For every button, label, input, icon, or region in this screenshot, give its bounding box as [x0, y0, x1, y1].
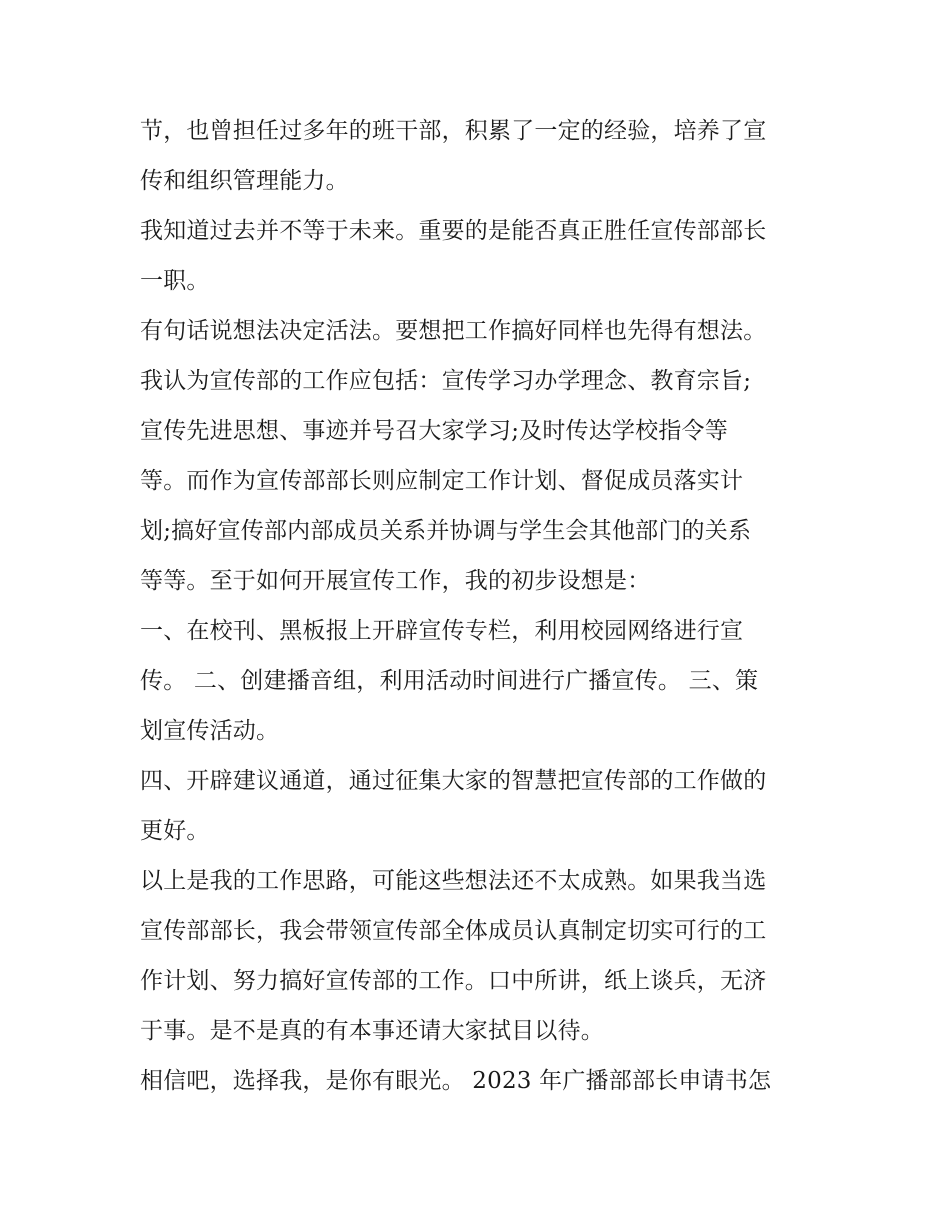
- text-line: 一职。: [140, 268, 210, 294]
- text-line: 宣传先进思想、事迹并号召大家学习;及时传达学校指令等: [140, 418, 728, 444]
- text-line: 划;搞好宣传部内部成员关系并协调与学生会其他部门的关系: [140, 518, 752, 544]
- text-line: 传和组织管理能力。: [140, 168, 349, 194]
- text-line: 相信吧，选择我，是你有眼光。 2023 年广播部部长申请书怎: [140, 1068, 772, 1094]
- text-line: 作计划、努力搞好宣传部的工作。口中所讲，纸上谈兵，无济: [140, 968, 767, 994]
- text-line: 宣传部部长，我会带领宣传部全体成员认真制定切实可行的工: [140, 918, 767, 944]
- text-line: 划宣传活动。: [140, 718, 280, 744]
- text-line: 等等。至于如何开展宣传工作，我的初步设想是：: [140, 568, 651, 594]
- document-body: [140, 106, 820, 1106]
- text-line: 传。 二、创建播音组，利用活动时间进行广播宣传。 三、策: [140, 668, 759, 694]
- text-line: 节，也曾担任过多年的班干部，积累了一定的经验，培养了宣: [140, 118, 767, 144]
- text-line: 一、在校刊、黑板报上开辟宣传专栏，利用校园网络进行宣: [140, 618, 744, 644]
- text-line: 以上是我的工作思路，可能这些想法还不太成熟。如果我当选: [140, 868, 767, 894]
- text-line: 等。而作为宣传部部长则应制定工作计划、督促成员落实计: [140, 468, 744, 494]
- text-line: 更好。: [140, 818, 210, 844]
- text-line: 四、开辟建议通道，通过征集大家的智慧把宣传部的工作做的: [140, 768, 767, 794]
- text-line: 有句话说想法决定活法。要想把工作搞好同样也先得有想法。: [140, 318, 767, 344]
- text-line: 我知道过去并不等于未来。重要的是能否真正胜任宣传部部长: [140, 218, 767, 244]
- text-line: 我认为宣传部的工作应包括：宣传学习办学理念、教育宗旨;: [140, 368, 752, 394]
- text-line: 于事。是不是真的有本事还请大家拭目以待。: [140, 1018, 604, 1044]
